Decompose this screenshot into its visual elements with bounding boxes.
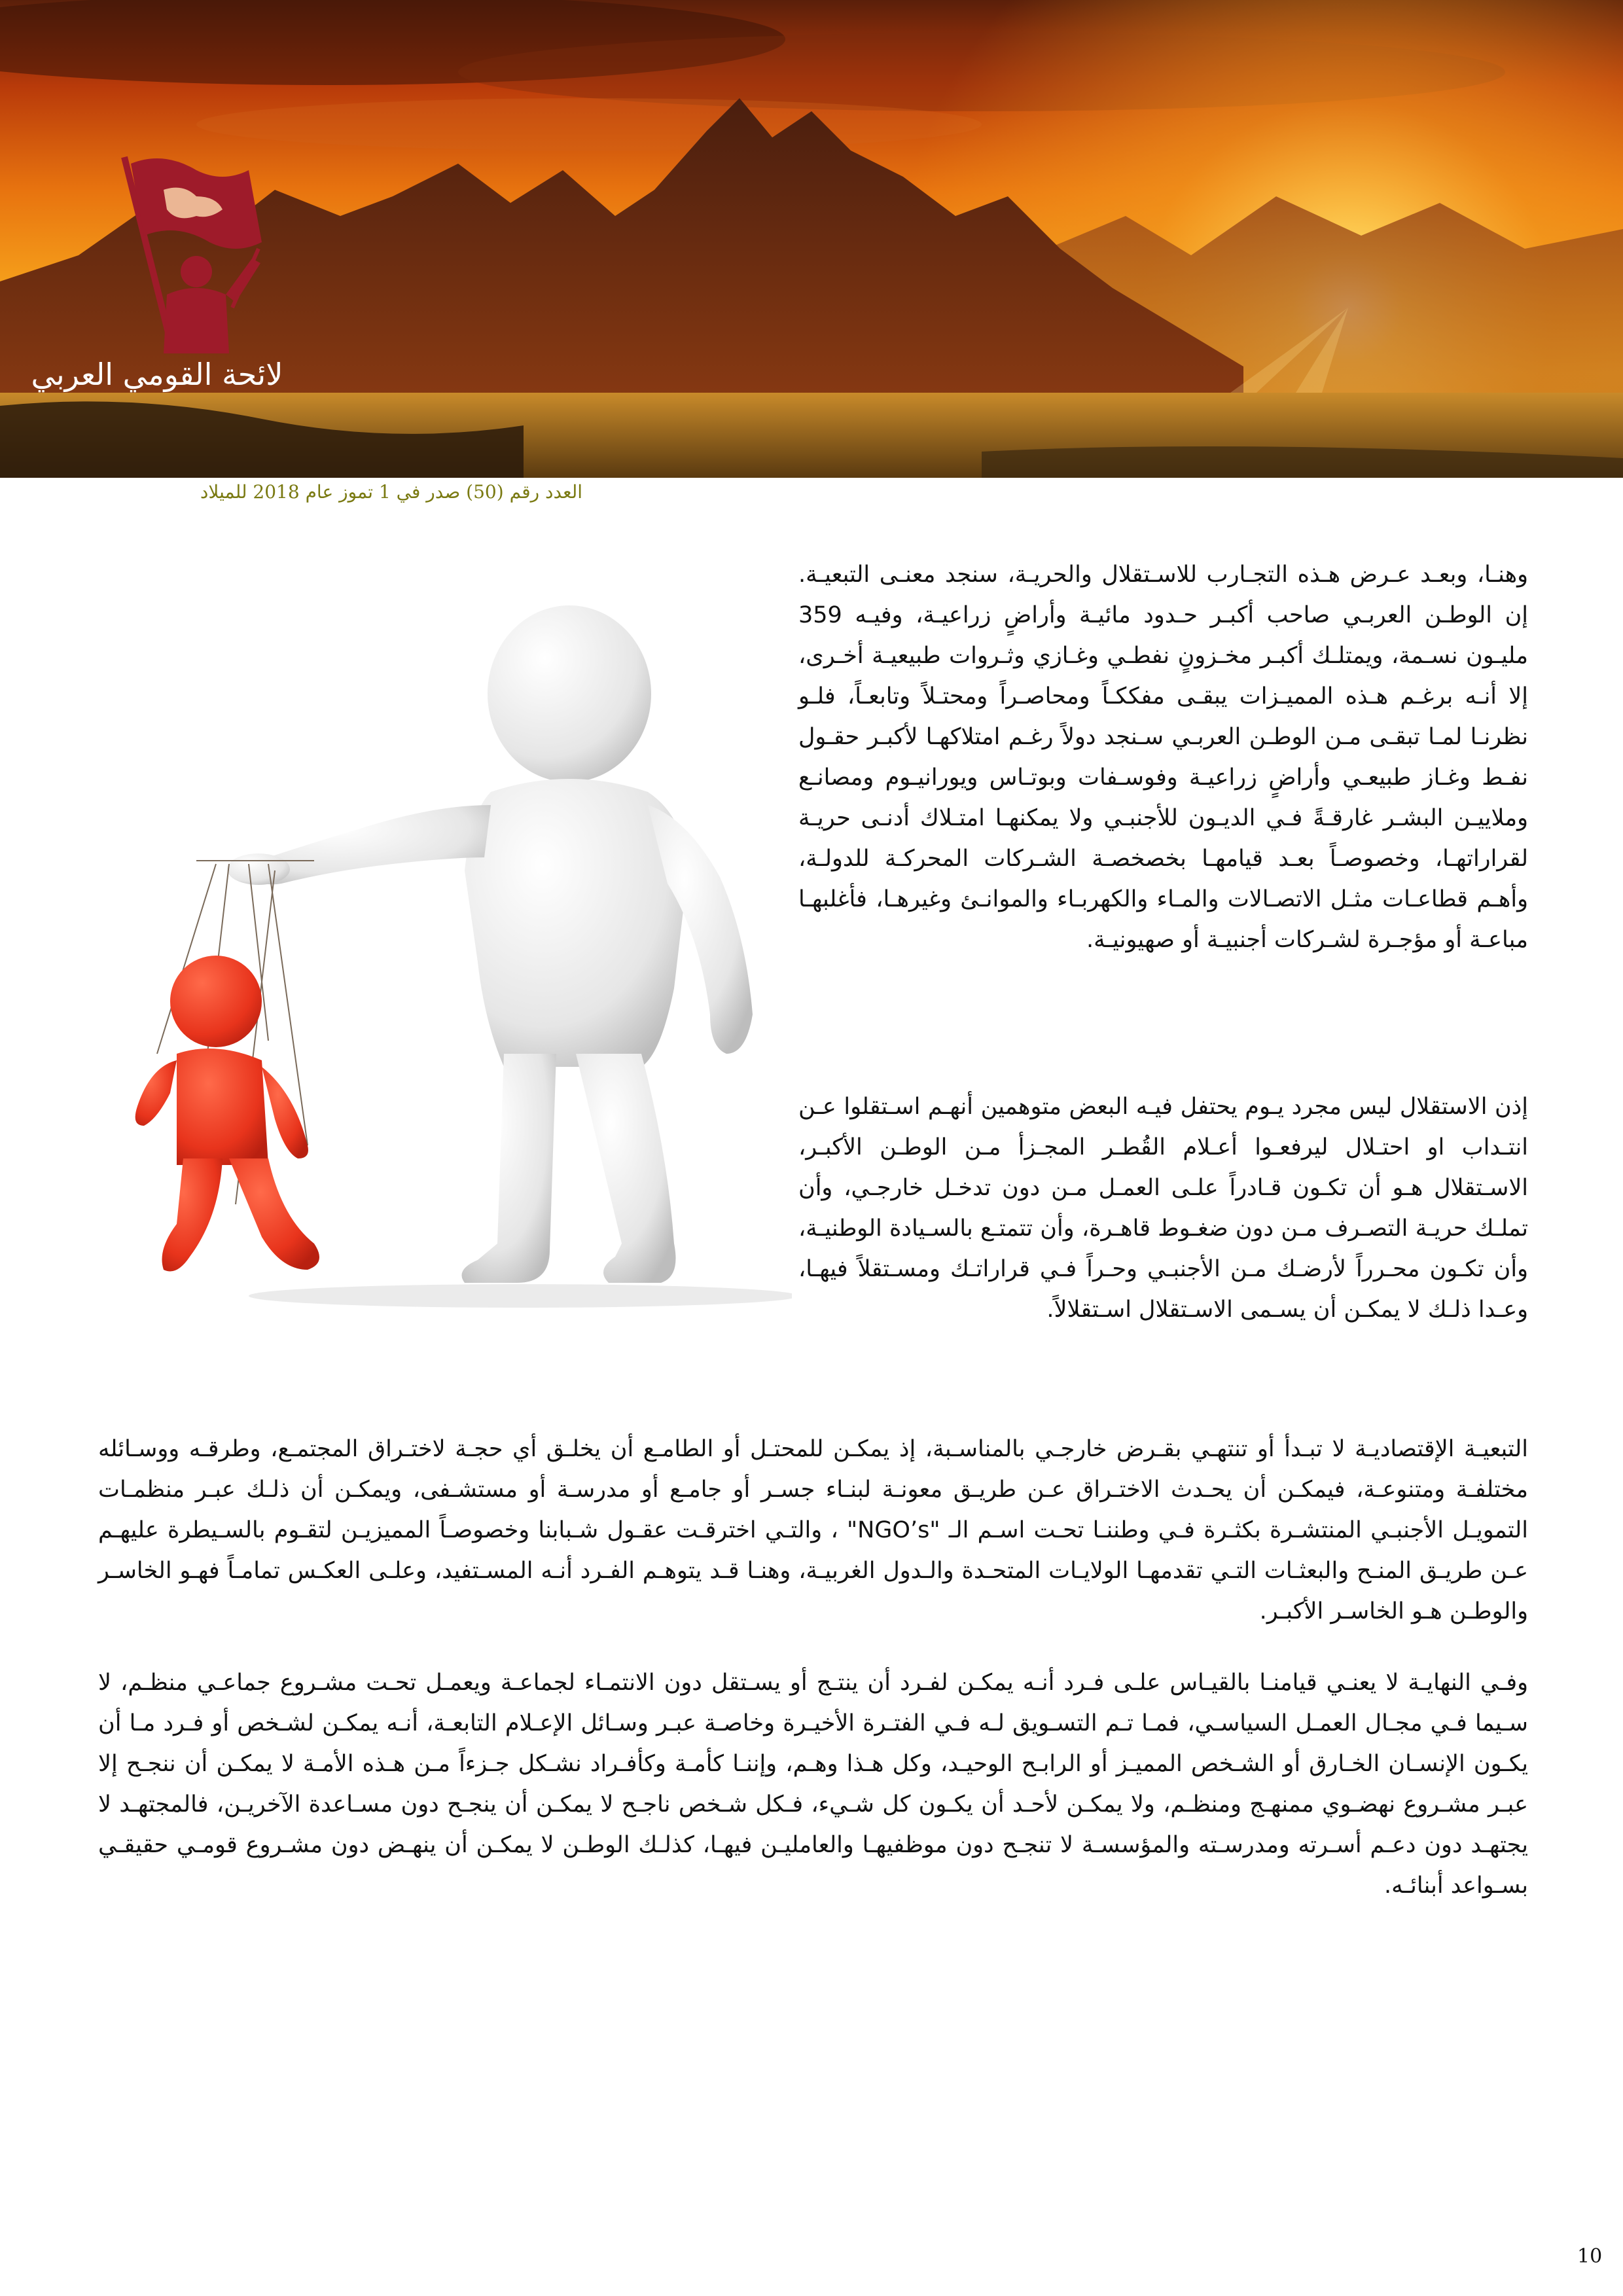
- article-paragraph-4: وفـي النهايـة لا يعنـي قيامنـا بالقيـاس علـى فـرد أنـه يمكـن لفـرد أن ينتـج أو يسـتقل دون الانتمـاء لجماعـة ويعمـل تحـت مشـروع جماعـي منظـم، لا سـيما فـي مجـال العمـل السياسـي، فمـا تـم التسـويق لـه فـي الفتـرة الأخيـرة وخاصـة عبـر وسـائل الإعـلام التابعـة، أنـه يمكـن لشـخص أو فـرد مـا أن يكـون الإنسـان الخـارق أو الشـخص المميـز أو الرابـح الوحيـد، وكل هـذا وهـم، وإننـا كأمـة وكأفـراد نشـكل جـزءاً مـن هـذه الأمـة لا يمكـن أن ننجـح إلا عبـر مشـروع نهضـوي ممنهـج ومنظـم، ولا يمكـن لأحـد أن يكـون كل شـيء، فـكل شـخص ناجـح لا يمكـن أن ينجـح دون مسـاعدة الآخريـن، فالمجتهـد لا يجتهـد دون دعـم أسـرته ومدرسـته والمؤسسـة لا تنجـح دون موظفيهـا والعامليـن فيهـا، كذلـك الوطـن لا يمكـن أن ينهـض دون مشـروع قومـي حقيقـي بسـواعد أبنائـه.: [98, 1670, 1528, 1899]
- sunset-mountains-illustration: [0, 0, 1623, 478]
- logo-text: لائحة القومي العربي: [31, 357, 283, 392]
- article-paragraph-3: التبعيـة الإقتصاديـة لا تبـدأ أو تنتهـي بقـرض خارجـي بالمناسـبة، إذ يمكـن للمحتـل أو الطامـع أن يخلـق أي حجـة لاختـراق المجتمـع، وطرقـه ووسـائله مختلفـة ومتنوعـة، فيمكـن أن يحـدث الاختـراق عـن طريـق معونـة لبنـاء جسـر أو جامـع أو مدرسـة أو مستشـفى، ويمكـن أن ذلـك عبـر منظمـات التمويـل الأجنبـي المنتشـرة بكثـرة فـي وطننـا تحـت اسـم الـ "NGO’s" ، والتـي اخترقـت عقـول شـبابنا وخصوصـاً المميزيـن لتقـوم بالسـيطرة عليهـم عـن طريـق المنـح والبعثـات التـي تقدمهـا الولايـات المتحـدة والـدول الغربيـة، وهنـا قـد يتوهـم الفـرد أنـه المسـتفيد، وعلـى العكـس تمامـاً فهـو الخاسـر والوطـن هـو الخاسـر الأكبـر.: [98, 1436, 1528, 1624]
- white-puppeteer-figure: [227, 605, 753, 1283]
- page-number: 10: [1577, 2245, 1603, 2268]
- red-puppet-figure: [135, 956, 319, 1272]
- article-paragraph-2: إذن الاستقلال ليس مجرد يـوم يحتفل فيـه البعض متوهمين أنهـم اسـتقلوا عـن انتـداب او احتـلال ليرفعـوا أعـلام القُطـر المجـزأ مـن الوطـن الأكبـر، الاسـتقلال هـو أن تكـون قـادراً علـى العمـل مـن دون تدخـل خارجـي، وأن تملـك حريـة التصـرف مـن دون ضغـوط قاهـرة، وأن تتمتـع بالسـيادة الوطنيـة، وأن تكـون محـرراً لأرضـك مـن الأجنبـي وحـراً فـي قراراتـك ومسـتقلاً فيهـا، وعـدا ذلـك لا يمكـن أن يسـمى الاسـتقلال اسـتقلالاً.: [798, 1094, 1528, 1323]
- header-banner: [0, 0, 1623, 478]
- issue-line: العدد رقم (50) صدر في 1 تموز عام 2018 للميلاد: [200, 481, 582, 503]
- puppeteer-illustration: [98, 596, 792, 1316]
- article-paragraph-1: وهنـا، وبعـد عـرض هـذه التجـارب للاسـتقلال والحريـة، سنجد معنـى التبعيـة. إن الوطـن العربـي صاحب أكبـر حـدود مائيـة وأراضٍ زراعيـة، وفيـه 359 مليـون نسـمة، ويمتلـك أكبـر مخـزونٍ نفطـي وغـازي وثـروات طبيعيـة أخـرى، إلا أنـه برغـم هـذه المميـزات يبقـى مفككـاً ومحاصـراً ومحتـلاً وتابعـاً، فلـو نظرنـا لمـا تبقـى مـن الوطـن العربـي سـنجد دولاً رغـم امتلاكهـا لأكبـر حقـول نفـط وغـاز طبيعـي وأراضٍ زراعيـة وفوسـفات وبوتـاس ويورانيـوم ومصانـع وملاييـن البشـر غارقـةً فـي الديـون للأجنبـي ولا يمكنهـا امتـلاك أدنـى حريـة لقراراتهـا، وخصوصـاً بعـد قيامهـا بخصخصـة الشـركات المحركـة للدولـة، وأهـم قطاعـات مثـل الاتصـالات والمـاء والكهربـاء والموانـئ وغيرهـا، فأغلبهـا مباعـة أو مؤجـرة لشـركات أجنبيـة أو صهيونيـة.: [798, 562, 1528, 953]
